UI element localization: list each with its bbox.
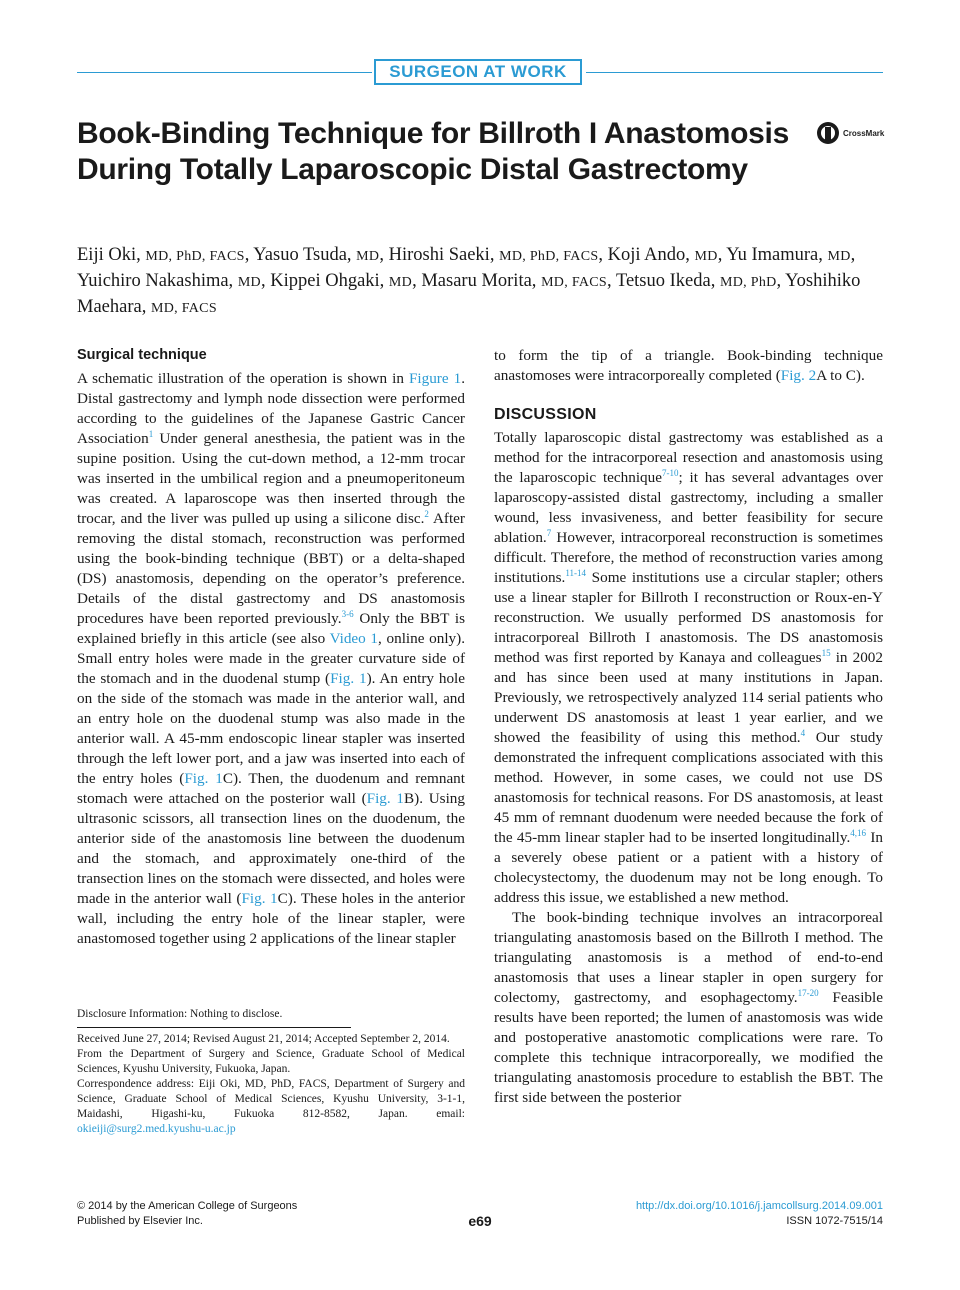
author-name: Yuichiro Nakashima, [77, 271, 238, 291]
citation-ref[interactable]: 2 [424, 508, 429, 519]
author-name: Yasuo Tsuda, [253, 245, 357, 265]
author-name: Kippei Ohgaki, [270, 271, 389, 291]
figure-link[interactable]: Fig. 1 [366, 790, 405, 807]
crossmark-label: CrossMark [843, 128, 885, 138]
citation-ref[interactable]: 17-20 [797, 987, 819, 998]
author [616, 271, 777, 291]
author-degrees: MD, PhD, FACS [499, 249, 599, 264]
author [77, 245, 245, 265]
surgical-technique-continued: to form the tip of a triangle. Book-binding technique anastomoses were intracorporeally completed (Fig. 2A to C). [494, 347, 883, 384]
figure-link[interactable]: Fig. 1 [241, 890, 278, 907]
author [726, 245, 850, 265]
email-link[interactable]: okieiji@surg2.med.kyushu-u.ac.jp [77, 1123, 236, 1135]
author-name: Yoshihiko Maehara, [77, 271, 861, 317]
figure-link[interactable]: Fig. [780, 367, 809, 384]
issn: ISSN 1072-7515/14 [786, 1215, 883, 1227]
author-name: Koji Ando, [607, 245, 695, 265]
author-degrees: MD, PhD, FACS [145, 249, 245, 264]
author-name: Hiroshi Saeki, [388, 245, 500, 265]
author-degrees: MD [356, 249, 380, 264]
author-list: Eiji Oki, MD, PhD, FACS, Yasuo Tsuda, MD, Hiroshi Saeki, MD, PhD, FACS, Koji Ando, MD, Yu Imamura, MD, Yuichiro Nakashima, MD, Kippei Ohgaki, MD, Masaru Morita, MD, FACS, Tetsuo Ikeda, MD, PhD, Yoshihiko Maehara, MD, FACS [77, 245, 861, 317]
discussion-paragraph-1: Totally laparoscopic distal gastrectomy was established as a method for the intracorporeal resection and anastomosis using the laparoscopic technique$^{7-10}$; it has several advantages over laparoscopy-assisted distal gastrectomy, including a smaller wound, less invasiveness, and better feasibility for secure ablation.$^7$ However, intracorporeal reconstruction is sometimes difficult. Therefore, the method of reconstruction varies among institutions.$^{11-14}$ Some institutions use a circular stapler; others use a linear stapler for Billroth I reconstruction or Roux-en-Y reconstruction. We usually performed DS anastomosis for intracorporeal Billroth I anastomosis. The DS anastomosis method was first reported by Kanaya and colleagues$^{15}$ in 2002 and has since been used at many institutions in Japan. Previously, we retrospectively analyzed 114 serial patients who underwent DS anastomosis at least 1 year earlier, and we showed the feasibility of using this method.$^4$ Our study demonstrated the infrequent complications associated with this method. However, in some cases, we could not use DS anastomosis for technical reasons. For DS anastomosis, at least 45 mm of remnant duodenum were needed because the fork of the 45-mm linear stapler had to be inserted longitudinally.$^{4,16}$ In a severely obese patient or a patient with a history of cholecystectomy, the duodenum may not be long enough. To address this issue, we established a new method. [494, 429, 883, 906]
figure-link[interactable]: Figure 1 [408, 370, 462, 387]
author-degrees: MD [388, 275, 413, 290]
author-name: Eiji Oki, [77, 245, 146, 265]
author-name: Yu Imamura, [726, 245, 828, 265]
crossmark-badge[interactable] [816, 121, 884, 145]
author-degrees: MD, PhD [719, 275, 777, 290]
discussion-paragraph-2: The book-binding technique involves an intracorporeal triangulating anastomosis based on the Billroth I method. The triangulating anastomosis is a method of end-to-end anastomosis that uses a linear stapler in open surgery for colectomy, gastrectomy, and esophagectomy.$^{17-20}$ Feasible results have been reported; the lumen of anastomosis was wide and postoperative anastomotic complications were rare. To complete this technique intracorporeally, we modified the triangulating anastomosis procedure to establish the BBT. The first side between the posterior [494, 909, 883, 1106]
disclosure-information: Disclosure Information: Nothing to disclose. [77, 1008, 283, 1020]
received-dates: Received June 27, 2014; Revised August 21, 2014; Accepted September 2, 2014. [77, 1033, 450, 1045]
banner-rule-left [77, 72, 372, 73]
author-degrees: MD [237, 275, 261, 290]
citation-ref[interactable]: 3-6 [341, 608, 354, 619]
citation-ref[interactable]: 4,16 [850, 827, 867, 838]
author [253, 245, 379, 265]
figure-link[interactable]: Fig. 1 [330, 670, 367, 687]
section-heading-surgical-technique: Surgical technique [77, 347, 207, 363]
figure-link[interactable]: Fig. 1 [184, 770, 223, 787]
citation-ref[interactable]: 11-14 [565, 567, 586, 578]
page-number: e69 [468, 1213, 492, 1229]
citation-ref[interactable]: 7 [546, 527, 552, 538]
citation-ref[interactable]: 4 [800, 727, 806, 738]
correspondence-address: Correspondence address: Eiji Oki, MD, PhD, FACS, Department of Surgery and Science, Graduate School of Medical Sciences, Kyushu University, 3-1-1, Maidashi, Higashi-ku, Fukuoka 812-8582, Japan. email: okieiji@surg2.med.kyushu-u.ac.jp [77, 1078, 465, 1135]
author [77, 271, 261, 291]
author [608, 245, 718, 265]
footer-right [636, 1199, 883, 1229]
copyright: © 2014 by the American College of Surgeons [77, 1200, 298, 1212]
publisher: Published by Elsevier Inc. [77, 1215, 203, 1227]
footnotes [77, 1032, 465, 1137]
citation-ref[interactable]: 15 [821, 647, 831, 658]
affiliation: From the Department of Surgery and Science, Graduate School of Medical Sciences, Kyushu University, Fukuoka, Japan. [77, 1048, 465, 1075]
banner-rule-right [586, 72, 883, 73]
section-banner: SURGEON AT WORK [374, 59, 582, 85]
author-degrees: MD, FACS [541, 275, 608, 290]
doi-link[interactable]: http://dx.doi.org/10.1016/j.jamcollsurg.2014.09.001 [635, 1200, 883, 1212]
footnote-rule [77, 1027, 351, 1028]
author-name: Masaru Morita, [421, 271, 542, 291]
section-heading-discussion: DISCUSSION [494, 406, 597, 423]
author-degrees: MD, FACS [150, 301, 217, 316]
author [270, 271, 412, 291]
article-title: Book-Binding Technique for Billroth I Anastomosis During Totally Laparoscopic Distal Gastrectomy [77, 117, 789, 186]
crossmark-icon [816, 121, 840, 145]
author [421, 271, 607, 291]
author-degrees: MD [694, 249, 718, 264]
figure-link[interactable]: Video 1 [329, 630, 379, 647]
surgical-technique-paragraph: A schematic illustration of the operation is shown in Figure 1. Distal gastrectomy and lymph node dissection were performed according to the guidelines of the Japanese Gastric Cancer Association$^1$ Under general anesthesia, the patient was in the supine position. Using the cut-down method, a 12-mm trocar was inserted in the umbilical region and a pneumoperitoneum was created. A laparoscope was then inserted through the trocar, and the liver was pulled up using a silicone disc.$^2$ After removing the distal stomach, reconstruction was performed using the book-binding technique (BBT) or a delta-shaped (DS) anastomosis, depending on the operator’s preference. Details of the distal gastrectomy and DS anastomosis procedures have been reported previously.$^{3-6}$ Only the BBT is explained briefly in this article (see also Video 1, online only). Small entry holes were made in the greater curvature side of the stomach and in the duodenal stump (Fig. 1). An entry hole on the side of the stomach was made in the anterior wall, and an entry hole on the duodenal stump was also made in the anterior wall. A 45-mm endoscopic linear stapler was inserted through the left lower port, and a jaw was inserted into each of the entry holes (Fig. 1C). Then, the duodenum and remnant stomach were attached on the posterior wall (Fig. 1B). Using ultrasonic scissors, all transection lines on the duodenum, the anterior side of the anastomosis line between the duodenum and the stomach, and approximately one-third of the transection lines on the stomach were dissected, and holes were made in the anterior wall (Fig. 1C). These holes in the anterior wall, including the entry hole of the linear stapler, were anastomosed together using 2 applications of the linear stapler [77, 370, 466, 947]
figure-link[interactable]: 2 [808, 367, 817, 384]
citation-ref[interactable]: 1 [148, 428, 154, 439]
author-name: Tetsuo Ikeda, [615, 271, 720, 291]
author [389, 245, 599, 265]
right-column [494, 346, 883, 1108]
author-degrees: MD [827, 249, 851, 264]
left-column [77, 346, 465, 949]
citation-ref[interactable]: 7-10 [662, 467, 679, 478]
